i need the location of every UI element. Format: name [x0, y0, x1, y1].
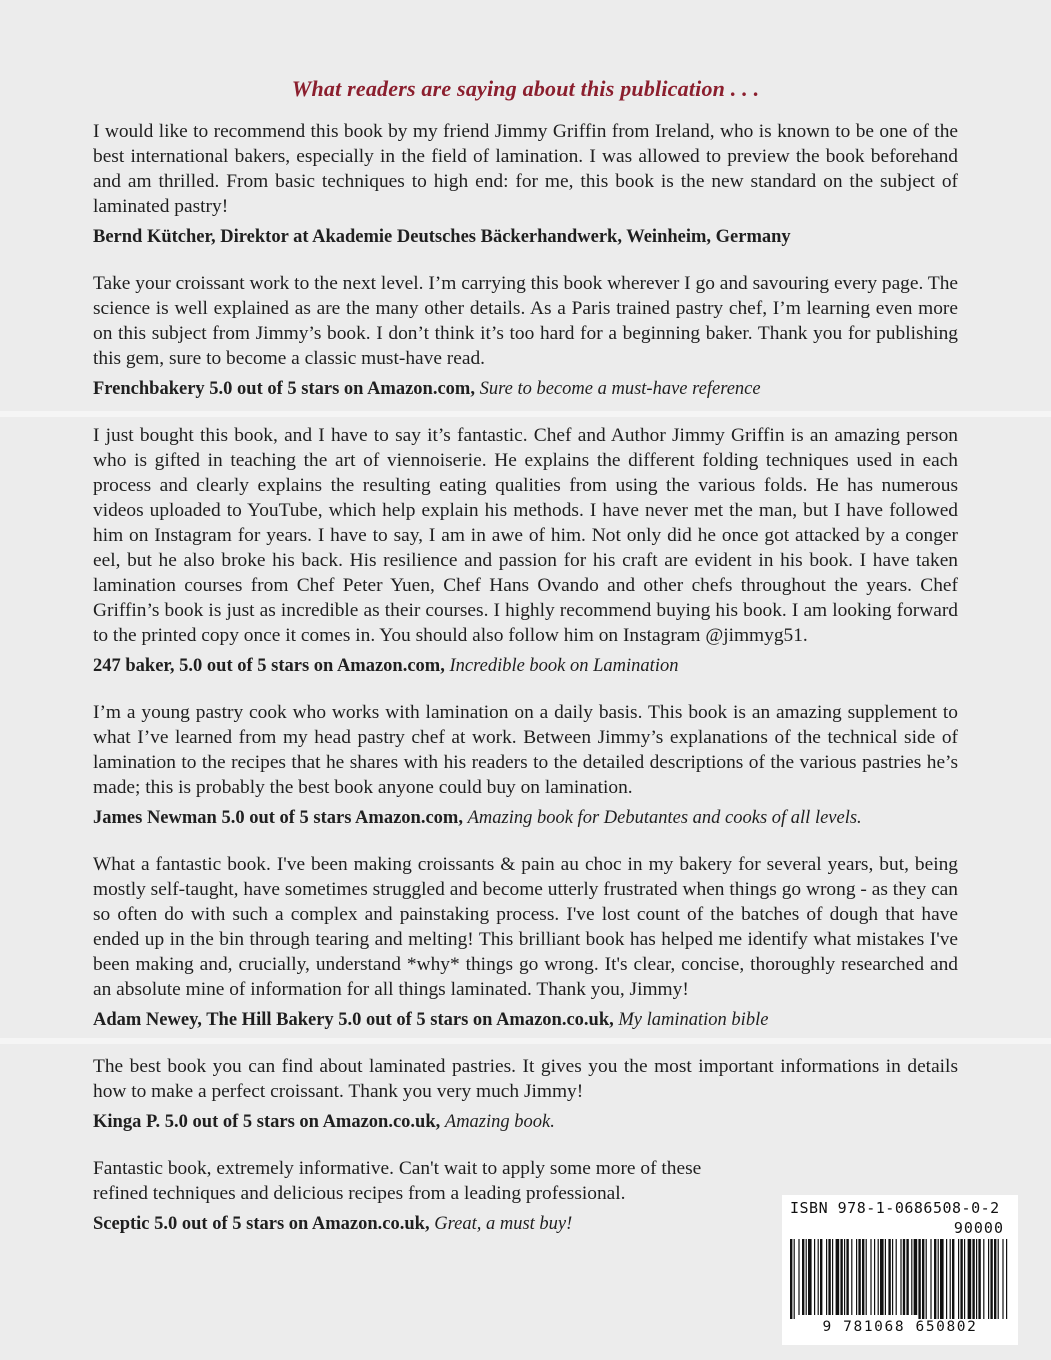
review-attribution [93, 225, 958, 249]
barcode-bar [870, 1239, 871, 1315]
review-attribution [93, 806, 958, 830]
barcode-bar [930, 1239, 931, 1319]
review [93, 1054, 958, 1134]
review-attribution [93, 654, 958, 678]
review-text: Take your croissant work to the next level. I’m carrying this book wherever I go and savouring every page. The science is well explained as are the many other details. As a Paris trained pastry chef, I’m learning even more on this subject from Jimmy’s book. I don’t think it’s too hard for a beginning baker. Thank you for publishing this gem, sure to become a classic must-have read. [93, 273, 958, 369]
barcode-bar [888, 1239, 890, 1315]
barcode-bar [794, 1239, 795, 1319]
barcode-bar [922, 1239, 924, 1319]
barcode-bar [851, 1239, 852, 1315]
review-title: Great, a must buy! [434, 1214, 573, 1234]
review-title: Incredible book on Lamination [449, 656, 679, 676]
barcode-bar [836, 1239, 840, 1315]
barcode-bar [828, 1239, 830, 1315]
review [93, 271, 958, 401]
barcode-bar [990, 1239, 992, 1319]
barcode-bar [988, 1239, 989, 1319]
barcode-bar [826, 1239, 827, 1315]
review-text: The best book you can find about laminated pastries. It gives you the most important informations in details how to make a perfect croissant. Thank you very much Jimmy! [93, 1056, 958, 1102]
barcode-bar [1002, 1239, 1003, 1319]
barcode-bar [832, 1239, 833, 1315]
review [93, 423, 958, 678]
barcode-digits: 9 781068 650802 [822, 1319, 978, 1335]
reviewer-name: James Newman 5.0 out of 5 stars Amazon.com, [93, 808, 463, 828]
barcode-bar [938, 1239, 939, 1319]
barcode-bar [862, 1239, 864, 1315]
barcode-bar [940, 1239, 944, 1319]
barcode-bar [814, 1239, 815, 1315]
barcode-bar [926, 1239, 927, 1319]
barcode-bar [952, 1239, 954, 1319]
barcode-bar [958, 1239, 959, 1319]
review-text: Fantastic book, extremely informative. Can't wait to apply some more of these refined techniques and delicious recipes from a leading professional. [93, 1158, 702, 1204]
barcode-bar [844, 1239, 845, 1315]
review-title: Amazing book. [444, 1112, 555, 1132]
barcode-bar [976, 1239, 977, 1319]
page-heading: What readers are saying about this publication . . . [291, 76, 760, 101]
price-code: 90000 [953, 1219, 1004, 1237]
review [93, 852, 958, 1032]
reviewer-name: Sceptic 5.0 out of 5 stars on Amazon.co.uk, [93, 1214, 430, 1234]
reviewer-name: Bernd Kütcher, Direktor at Akademie Deutsches Bäckerhandwerk, Weinheim, Germany [93, 227, 791, 247]
barcode-bar [918, 1239, 920, 1319]
barcode-bar [900, 1239, 901, 1315]
review [93, 119, 958, 249]
review-attribution [93, 377, 958, 401]
barcode-bar [874, 1239, 875, 1315]
barcode-bar [968, 1239, 972, 1319]
barcode-bar [808, 1239, 812, 1315]
review-title: Sure to become a must-have reference [479, 379, 761, 399]
barcode-bar [950, 1239, 951, 1319]
barcode-bar [892, 1239, 893, 1315]
barcode-bar [978, 1239, 980, 1319]
barcode-bars [790, 1239, 1010, 1319]
barcode-bar [802, 1239, 804, 1315]
barcode-bar [903, 1239, 905, 1315]
barcode-bar [994, 1239, 996, 1319]
barcode-bar [856, 1239, 857, 1315]
barcode-bar [790, 1239, 792, 1319]
barcode-bar [820, 1239, 822, 1315]
isbn-barcode [782, 1195, 1018, 1345]
reviews-list [93, 119, 958, 1258]
barcode-bar [983, 1239, 984, 1319]
barcode-bar [866, 1239, 867, 1315]
review-text: I’m a young pastry cook who works with lamination on a daily basis. This book is an amazing supplement to what I’ve learned from my head pastry chef at work. Between Jimmy’s explanations of the technical side of lamination to the recipes that he shares with his readers to the detailed descriptions of the various pastries he’s made; this is probably the best book anyone could buy on lamination. [93, 702, 958, 798]
barcode-bar [1006, 1239, 1007, 1319]
reviewer-name: Adam Newey, The Hill Bakery 5.0 out of 5 stars on Amazon.co.uk, [93, 1010, 614, 1030]
review-title: Amazing book for Debutantes and cooks of all levels. [467, 808, 862, 828]
review [93, 700, 958, 830]
barcode-bar [806, 1239, 807, 1315]
review-attribution [93, 1110, 958, 1134]
review-text: I just bought this book, and I have to say it’s fantastic. Chef and Author Jimmy Griffin is an amazing person who is gifted in teaching the art of viennoiserie. He explains the different folding techniques used in each process and clearly explains the resulting eating qualities from using the various folds. He has numerous videos uploaded to YouTube, which help explain his methods. I have never met the man, but I have followed him on Instagram for years. I have to say, I am in awe of him. Not only did he once got attacked by a conger eel, but he also broke his back. His resilience and passion for his craft are evident in his book. I have taken lamination courses from Chef Peter Yuen, Chef Hans Ovando and other chefs throughout the years. Chef Griffin’s book is just as incredible as their courses. I highly recommend buying his book. I am looking forward to the printed copy once it comes in. You should also follow him on Instagram @jimmyg51. [93, 425, 958, 646]
barcode-bar [858, 1239, 860, 1315]
isbn-label: ISBN 978-1-0686508-0-2 [790, 1199, 1000, 1217]
barcode-bar [998, 1239, 999, 1319]
reviewer-name: 247 baker, 5.0 out of 5 stars on Amazon.com, [93, 656, 445, 676]
barcode-bar [946, 1239, 947, 1319]
barcode-bar [880, 1239, 884, 1315]
barcode-bar [840, 1239, 842, 1315]
barcode-bar [885, 1239, 886, 1315]
barcode-bar [934, 1239, 936, 1319]
barcode-bar [878, 1239, 879, 1315]
barcode-bar [964, 1239, 965, 1319]
review-attribution [93, 1008, 958, 1032]
barcode-bar [960, 1239, 962, 1319]
review-text: I would like to recommend this book by my friend Jimmy Griffin from Ireland, who is known to be one of the best international bakers, especially in the field of lamination. I was allowed to preview the book beforehand and am thrilled. From basic techniques to high end: for me, this book is the new standard on the subject of laminated pastry! [93, 121, 958, 217]
barcode-bar [911, 1239, 912, 1315]
reviewer-name: Kinga P. 5.0 out of 5 stars on Amazon.co.uk, [93, 1112, 441, 1132]
barcode-bar [818, 1239, 819, 1315]
reviewer-name: Frenchbakery 5.0 out of 5 stars on Amazon.com, [93, 379, 475, 399]
barcode-bar [896, 1239, 897, 1315]
barcode-bar [972, 1239, 974, 1319]
barcode-bar [906, 1239, 908, 1315]
barcode-bar [798, 1239, 799, 1315]
barcode-bar [846, 1239, 848, 1315]
review-title: My lamination bible [618, 1010, 769, 1030]
review-text: What a fantastic book. I've been making croissants & pain au choc in my bakery for several years, but, being mostly self-taught, have sometimes struggled and become utterly frustrated when things go wrong - as they can so often do with such a complex and painstaking process. I've lost count of the batches of dough that have ended up in the bin through tearing and melting! This brilliant book has helped me identify what mistakes I've been making and, crucially, understand *why* things go wrong. It's clear, concise, thoroughly researched and an absolute mine of information for all things laminated. Thank you, Jimmy! [93, 854, 958, 1000]
barcode-bar [914, 1239, 918, 1315]
